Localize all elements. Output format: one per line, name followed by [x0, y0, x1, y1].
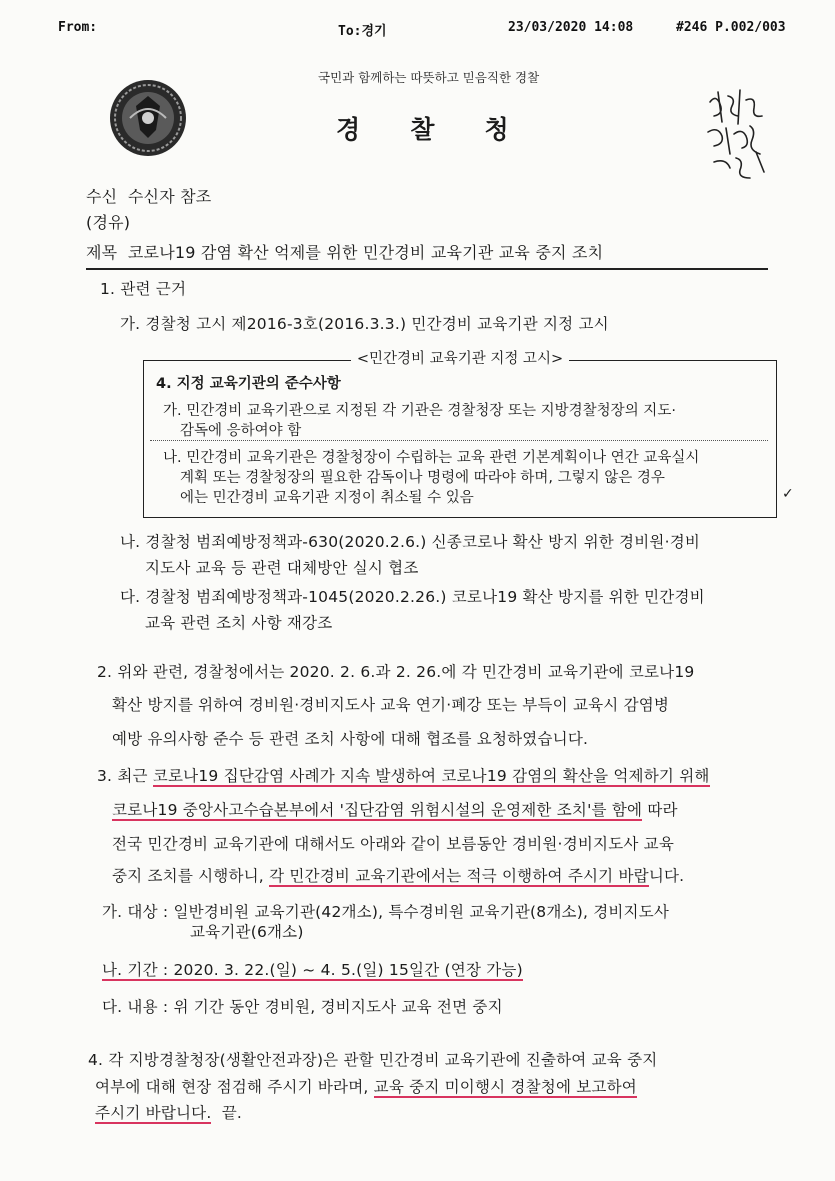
section3-line1-lead: 3. 최근 [97, 767, 153, 785]
section4-line2 [95, 1075, 637, 1097]
section1-item-na-line1: 나. 경찰청 범죄예방정책과-630(2020.2.6.) 신종코로나 확산 방지 위한 경비원·경비 [120, 533, 701, 551]
section2-line3: 예방 유의사항 준수 등 관련 조치 사항에 대해 협조를 요청하였습니다. [112, 730, 589, 748]
subject-line: 제목 코로나19 감염 확산 억제를 위한 민간경비 교육기관 교육 중지 조치 [86, 243, 604, 262]
notice-na-line3: 에는 민간경비 교육기관 지정이 취소될 수 있음 [180, 490, 474, 506]
section3-line3: 전국 민간경비 교육기관에 대해서도 아래와 같이 보름동안 경비원·경비지도사 교육 [112, 835, 675, 853]
fax-to-label: To:경기 [338, 24, 387, 39]
fax-page-number: #246 P.002/003 [676, 20, 786, 35]
notice-excerpt-title [150, 347, 770, 368]
section3-line2-highlight: 코로나19 중앙사고수습본부에서 '집단감염 위험시설의 운영제한 조치'를 함에 [112, 801, 643, 819]
check-mark-icon: ✓ [782, 486, 794, 502]
recipient-line: 수신 수신자 참조 [86, 187, 212, 206]
notice-heading: 4. 지정 교육기관의 준수사항 [156, 376, 341, 392]
agency-name-title: 경 찰 청 [336, 115, 515, 144]
section1-item-ga: 가. 경찰청 고시 제2016-3호(2016.3.3.) 민간경비 교육기관 지정 고시 [120, 315, 609, 333]
fax-from-label: From: [58, 20, 98, 35]
section3-target-line1: 가. 대상 : 일반경비원 교육기관(42개소), 특수경비원 교육기관(8개소), 경비지도사 [102, 903, 670, 921]
handwritten-signature-stamp [700, 82, 780, 192]
section3-line2 [112, 798, 678, 820]
notice-inner-rule [150, 440, 768, 441]
section4-line1: 4. 각 지방경찰청장(생활안전과장)은 관할 민간경비 교육기관에 진출하여 교육 중지 [88, 1051, 658, 1069]
section3-period [102, 958, 523, 980]
section2-line2: 확산 방지를 위하여 경비원·경비지도사 교육 연기·폐강 또는 부득이 교육시 감염병 [112, 696, 670, 714]
section1-heading: 1. 관련 근거 [100, 280, 187, 298]
section3-line4-highlight: 각 민간경비 교육기관에서는 적극 이행하여 주시기 바랍 [269, 867, 649, 885]
subject-rule [86, 268, 768, 270]
section3-content: 다. 내용 : 위 기간 동안 경비원, 경비지도사 교육 전면 중지 [102, 998, 503, 1016]
section3-target-line2: 교육기관(6개소) [190, 923, 304, 941]
section1-item-na-line2: 지도사 교육 등 관련 대체방안 실시 협조 [145, 559, 419, 577]
agency-slogan: 국민과 함께하는 따뜻하고 믿음직한 경찰 [318, 70, 540, 85]
section3-line4-lead: 중지 조치를 시행하니, [112, 867, 270, 885]
notice-na-line1: 나. 민간경비 교육기관은 경찰청장이 수립하는 교육 관련 기본계획이나 연간 교육실시 [163, 450, 700, 466]
notice-na-line2: 계획 또는 경찰청장의 필요한 감독이나 명령에 따라야 하며, 그렇지 않은 경우 [180, 470, 665, 486]
fax-datetime: 23/03/2020 14:08 [508, 20, 634, 35]
section3-line4-tail: 니다. [648, 867, 685, 885]
section1-item-da-line1: 다. 경찰청 범죄예방정책과-1045(2020.2.26.) 코로나19 확산 방지를 위한 민간경비 [120, 588, 705, 606]
section3-line2-tail: 따라 [642, 801, 678, 819]
notice-ga-line2: 감독에 응하여야 함 [180, 423, 302, 439]
section4-line3 [95, 1101, 242, 1123]
section1-item-da-line2: 교육 관련 조치 사항 재강조 [145, 614, 333, 632]
section4-end-mark: 끝. [211, 1104, 243, 1122]
section3-period-highlight: 나. 기간 : 2020. 3. 22.(일) ~ 4. 5.(일) 15일간 (연장 가능) [102, 961, 523, 979]
section3-line1 [97, 764, 710, 786]
section2-line1: 2. 위와 관련, 경찰청에서는 2020. 2. 6.과 2. 26.에 각 민간경비 교육기관에 코로나19 [97, 663, 695, 681]
police-emblem-logo [108, 78, 188, 158]
section3-line4 [112, 864, 684, 886]
section4-line2-lead: 여부에 대해 현장 점검해 주시기 바라며, [95, 1078, 374, 1096]
notice-ga-line1: 가. 민간경비 교육기관으로 지정된 각 기관은 경찰청장 또는 지방경찰청장의 지도· [163, 403, 676, 419]
section4-line3-highlight: 주시기 바랍니다. [95, 1104, 212, 1122]
section3-line1-highlight: 코로나19 집단감염 사례가 지속 발생하여 코로나19 감염의 확산을 억제하기 위해 [152, 767, 710, 785]
notice-title-text: <민간경비 교육기관 지정 고시> [351, 351, 569, 367]
via-line: (경유) [86, 213, 131, 232]
section4-line2-highlight: 교육 중지 미이행시 경찰청에 보고하여 [373, 1078, 637, 1096]
